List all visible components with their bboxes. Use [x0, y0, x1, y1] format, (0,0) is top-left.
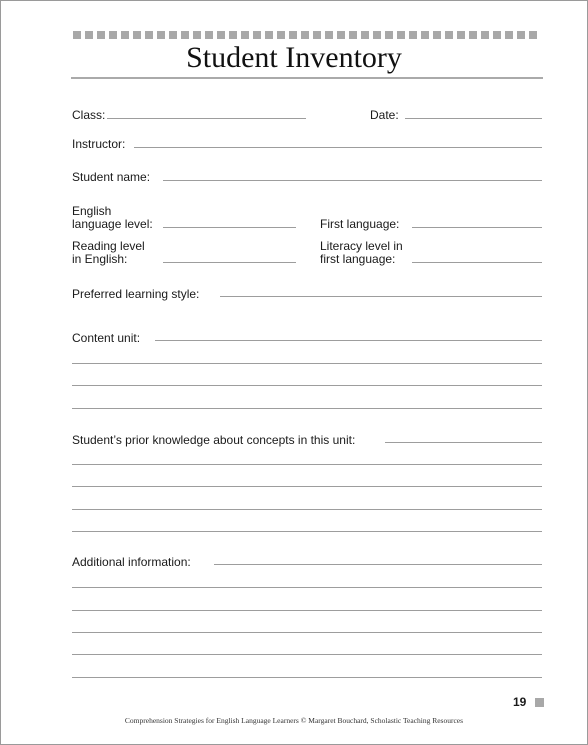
literacy-level-label-line2: first language: — [320, 252, 396, 266]
learning-style-label: Preferred learning style: — [72, 287, 200, 301]
prior-knowledge-extra-line[interactable] — [72, 509, 542, 510]
prior-knowledge-line[interactable] — [385, 442, 542, 443]
content-unit-extra-line[interactable] — [72, 363, 542, 364]
prior-knowledge-extra-line[interactable] — [72, 464, 542, 465]
reading-level-label-line1: Reading level — [72, 239, 145, 253]
english-level-label-line2: language level: — [72, 217, 153, 231]
additional-info-extra-line[interactable] — [72, 677, 542, 678]
content-unit-extra-line[interactable] — [72, 385, 542, 386]
date-line[interactable] — [405, 118, 542, 119]
additional-info-label: Additional information: — [72, 555, 191, 569]
additional-info-line[interactable] — [214, 564, 542, 565]
literacy-level-line[interactable] — [412, 262, 542, 263]
reading-level-line[interactable] — [163, 262, 296, 263]
content-unit-label: Content unit: — [72, 331, 141, 345]
class-label: Class: — [72, 108, 106, 122]
prior-knowledge-label: Student’s prior knowledge about concepts in this unit: — [72, 433, 356, 447]
page-title: Student Inventory — [186, 41, 402, 74]
additional-info-extra-line[interactable] — [72, 632, 542, 633]
additional-info-extra-line[interactable] — [72, 610, 542, 611]
footer-credit: Comprehension Strategies for English Language Learners © Margaret Bouchard, Scholastic Teaching Resources — [124, 716, 464, 725]
additional-info-extra-line[interactable] — [72, 587, 542, 588]
english-level-label-line1: English — [72, 204, 112, 218]
prior-knowledge-extra-line[interactable] — [72, 486, 542, 487]
first-language-line[interactable] — [412, 227, 542, 228]
prior-knowledge-extra-line[interactable] — [72, 531, 542, 532]
student-name-line[interactable] — [163, 180, 542, 181]
title-underline — [71, 77, 543, 79]
content-unit-extra-line[interactable] — [72, 408, 542, 409]
class-line[interactable] — [107, 118, 306, 119]
additional-info-extra-line[interactable] — [72, 654, 542, 655]
student-name-label: Student name: — [72, 170, 151, 184]
page-number: 19 — [513, 695, 527, 709]
english-level-line[interactable] — [163, 227, 296, 228]
date-label: Date: — [370, 108, 399, 122]
instructor-line[interactable] — [134, 147, 542, 148]
reading-level-label-line2: in English: — [72, 252, 128, 266]
learning-style-line[interactable] — [220, 296, 542, 297]
content-unit-line[interactable] — [155, 340, 542, 341]
literacy-level-label-line1: Literacy level in — [320, 239, 403, 253]
page-number-square — [535, 698, 544, 707]
instructor-label: Instructor: — [72, 137, 126, 151]
first-language-label: First language: — [320, 217, 400, 231]
decorative-square-border — [73, 31, 537, 39]
